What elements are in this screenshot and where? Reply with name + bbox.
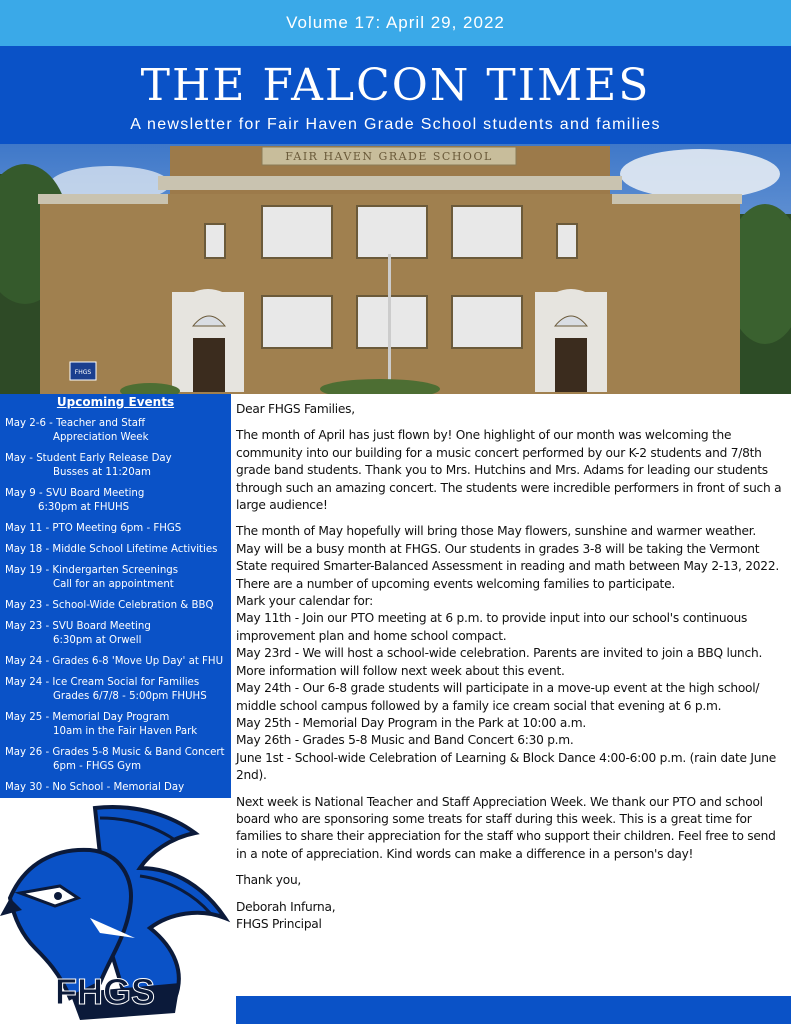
falcon-logo xyxy=(0,798,231,1024)
letter-paragraph-3: There are a number of upcoming events welcoming families to participate. xyxy=(236,576,675,591)
calendar-item: May 11th - Join our PTO meeting at 6 p.m. to provide input into our school's continuous improvement plan and home school compact. xyxy=(236,611,748,643)
upcoming-events-sidebar xyxy=(0,394,231,798)
event-item: May - Student Early Release Day Busses at 11:20am xyxy=(5,453,172,478)
event-item: May 9 - SVU Board Meeting 6:30pm at FHUHS xyxy=(5,488,145,513)
event-item: May 11 - PTO Meeting 6pm - FHGS xyxy=(5,523,182,534)
letter-closing: Thank you, xyxy=(236,873,302,888)
signature-title: FHGS Principal xyxy=(236,916,322,931)
event-item: May 23 - SVU Board Meeting 6:30pm at Orwell xyxy=(5,621,151,646)
small-sign-text: FHGS xyxy=(74,369,92,376)
masthead xyxy=(0,46,791,144)
principal-letter xyxy=(236,401,784,933)
event-item: May 23 - School-Wide Celebration & BBQ xyxy=(5,600,214,611)
calendar-item: May 25th - Memorial Day Program in the Park at 10:00 a.m. xyxy=(236,715,586,730)
event-item: May 18 - Middle School Lifetime Activities xyxy=(5,544,218,555)
event-item: May 24 - Grades 6-8 'Move Up Day' at FHU xyxy=(5,656,224,667)
calendar-item: June 1st - School-wide Celebration of Learning & Block Dance 4:00-6:00 p.m. (rain date June 2nd). xyxy=(236,750,776,783)
event-item: May 25 - Memorial Day Program 10am in the Fair Haven Park xyxy=(5,712,198,737)
calendar-item: May 24th - Our 6-8 grade students will participate in a move-up event at the high school/ middle school campus followed by a family ice cream social that evening at 6 p.m. xyxy=(236,681,760,713)
event-item: May 19 - Kindergarten Screenings Call for an appointment xyxy=(5,565,179,590)
event-item: May 26 - Grades 5-8 Music & Band Concert 6pm - FHGS Gym xyxy=(5,747,225,772)
newsletter-subtitle: A newsletter for Fair Haven Grade School students and families xyxy=(130,116,661,133)
calendar-item: May 26th - Grades 5-8 Music and Band Concert 6:30 p.m. xyxy=(236,733,574,748)
volume-banner xyxy=(0,0,791,46)
bottom-bar xyxy=(236,996,791,1024)
newsletter-title: THE FALCON TIMES xyxy=(140,60,651,111)
letter-paragraph-4: Mark your calendar for: xyxy=(236,594,373,609)
school-building-photo xyxy=(0,144,791,394)
building-sign: FAIR HAVEN GRADE SCHOOL xyxy=(285,150,493,163)
event-item: May 2-6 - Teacher and Staff Appreciation Week xyxy=(5,418,149,443)
volume-text: Volume 17: April 29, 2022 xyxy=(286,13,505,32)
letter-paragraph-1: The month of April has just flown by! One highlight of our month was welcoming the community into our building for a music concert performed by our K-2 students and 7/8th grade band students. Thank you to Mrs. Hutchins and Mrs. Adams for leading our students through such an amazing concert. The students were incredible performers in front of such a large audience! xyxy=(236,428,782,513)
letter-paragraph-2: The month of May hopefully will bring those May flowers, sunshine and warmer weather. May will be a busy month at FHGS. Our students in grades 3-8 will be taking the Vermont State required Smarter-Balanced Assessment in reading and math between May 2-13, 2022. xyxy=(236,524,779,574)
letter-greeting: Dear FHGS Families, xyxy=(236,402,355,416)
calendar-item: May 23rd - We will host a school-wide celebration. Parents are invited to join a BBQ lunch. More information will follow next week about this event. xyxy=(236,646,763,678)
event-item: May 30 - No School - Memorial Day xyxy=(5,782,185,793)
events-list xyxy=(0,417,231,795)
letter-paragraph-5: Next week is National Teacher and Staff Appreciation Week. We thank our PTO and school board who are sponsoring some treats for staff during this week. This is a great time for families to share their appreciation for the staff who support their children. Feel free to send in a note of appreciation. Kind words can make a difference in a person's day! xyxy=(236,794,776,861)
logo-text: FHGS xyxy=(54,971,156,1012)
upcoming-events-title: Upcoming Events xyxy=(56,395,175,409)
event-item: May 24 - Ice Cream Social for Families Grades 6/7/8 - 5:00pm FHUHS xyxy=(5,677,207,702)
signature-name: Deborah Infurna, xyxy=(236,899,336,914)
